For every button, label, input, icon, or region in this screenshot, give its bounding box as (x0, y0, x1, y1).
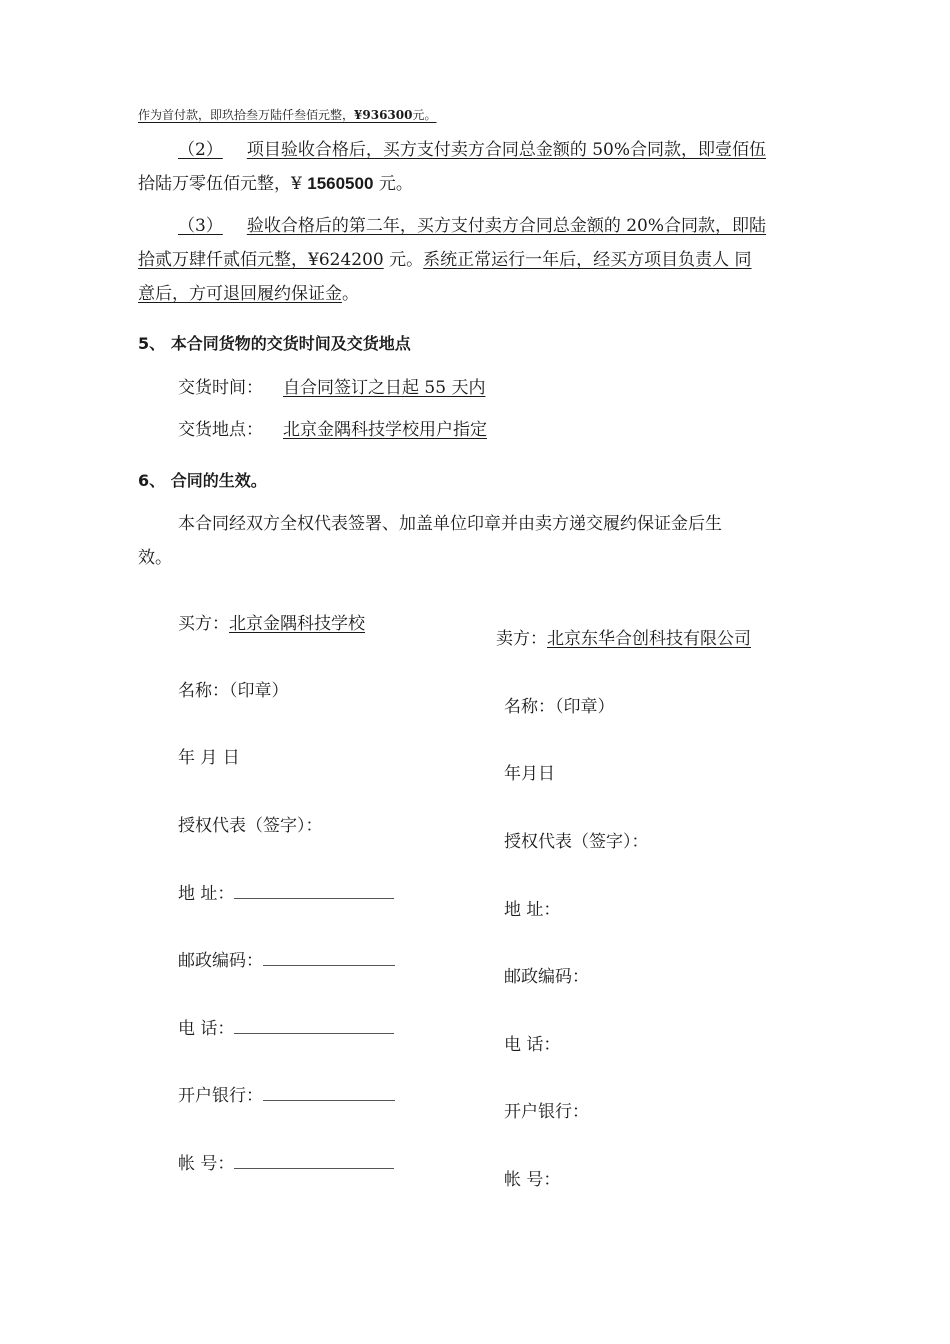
buyer-date: 年 月 日 (178, 748, 240, 768)
item3-text-line1: 验收合格后的第二年，买方支付卖方合同总金额的 20%合同款，即陆 (246, 216, 767, 236)
buyer-phone-blank[interactable] (234, 1019, 394, 1034)
item3-number: （3） (178, 216, 223, 236)
item2-number: （2） (178, 140, 223, 160)
delivery-time-value: 自合同签订之日起 55 天内 (283, 378, 486, 398)
item2-text-line1: 项目验收合格后，买方支付卖方合同总金额的 50%合同款，即壹佰伍 (246, 140, 767, 160)
seller-label: 卖方： (496, 629, 547, 649)
item3-text-line2c: 系统正常运行一年后，经买方项目负责人 同 (423, 250, 752, 270)
first-payment-text: 作为首付款，即玖拾叁万陆仟叁佰元整， (138, 108, 355, 122)
delivery-time-label: 交货时间： (178, 378, 263, 398)
buyer-representative: 授权代表（签字）： (178, 816, 323, 836)
buyer-postcode-blank[interactable] (263, 951, 395, 966)
item2-line2 (138, 169, 413, 194)
buyer-account-row (178, 1149, 394, 1174)
buyer-name: 北京金隅科技学校 (229, 614, 365, 634)
delivery-place-row (178, 415, 487, 440)
buyer-address-blank[interactable] (234, 884, 394, 899)
seller-address: 地 址： (504, 900, 561, 920)
seller-account: 帐 号： (504, 1170, 561, 1190)
item3-text-line2b: 元。 (383, 250, 424, 270)
item2-line1 (178, 135, 766, 160)
section6-heading: 6、 合同的生效。 (138, 471, 267, 490)
delivery-place-value: 北京金隅科技学校用户指定 (283, 420, 487, 440)
seller-postcode: 邮政编码： (504, 967, 589, 987)
buyer-bank-blank[interactable] (263, 1086, 395, 1101)
first-payment-tail: 元。 (412, 108, 437, 122)
first-payment-line (138, 106, 436, 123)
buyer-phone-row (178, 1014, 394, 1039)
item3-text-line2a: 拾贰万肆仟贰佰元整，¥624200 (138, 250, 384, 270)
item3-line1 (178, 211, 766, 236)
buyer-account-label: 帐 号： (178, 1154, 235, 1174)
seller-row (496, 624, 751, 649)
buyer-address-label: 地 址： (178, 884, 235, 904)
seller-name: 北京东华合创科技有限公司 (547, 629, 751, 649)
seller-date: 年月日 (504, 764, 555, 784)
item3-line3 (138, 279, 359, 304)
item3-text-line3a: 意后，方可退回履约保证金 (138, 284, 342, 304)
seller-seal: 名称：（印章） (504, 697, 615, 717)
first-payment-amount: ¥936300 (354, 108, 413, 122)
buyer-address-row (178, 879, 394, 904)
item3-text-line3b: 。 (342, 284, 359, 304)
delivery-time-row (178, 373, 485, 398)
section5-heading: 5、 本合同货物的交货时间及交货地点 (138, 334, 411, 353)
section6-text-line1: 本合同经双方全权代表签署、加盖单位印章并由卖方递交履约保证金后生 (178, 514, 722, 534)
item2-text-line2b: 元。 (373, 174, 413, 194)
seller-phone: 电 话： (504, 1035, 561, 1055)
buyer-label: 买方： (178, 614, 229, 634)
buyer-row (178, 609, 365, 634)
item2-amount: 1560500 (307, 174, 374, 193)
delivery-place-label: 交货地点： (178, 420, 263, 440)
buyer-account-blank[interactable] (234, 1154, 394, 1169)
buyer-bank-row (178, 1081, 395, 1106)
buyer-bank-label: 开户银行： (178, 1086, 263, 1106)
seller-bank: 开户银行： (504, 1102, 589, 1122)
buyer-postcode-label: 邮政编码： (178, 951, 263, 971)
item2-text-line2a: 拾陆万零伍佰元整，¥ (138, 174, 308, 194)
section6-text-line2: 效。 (138, 548, 172, 568)
buyer-postcode-row (178, 946, 395, 971)
buyer-phone-label: 电 话： (178, 1019, 235, 1039)
buyer-seal: 名称：（印章） (178, 681, 289, 701)
seller-representative: 授权代表（签字）： (504, 832, 649, 852)
item3-line2 (138, 245, 752, 270)
